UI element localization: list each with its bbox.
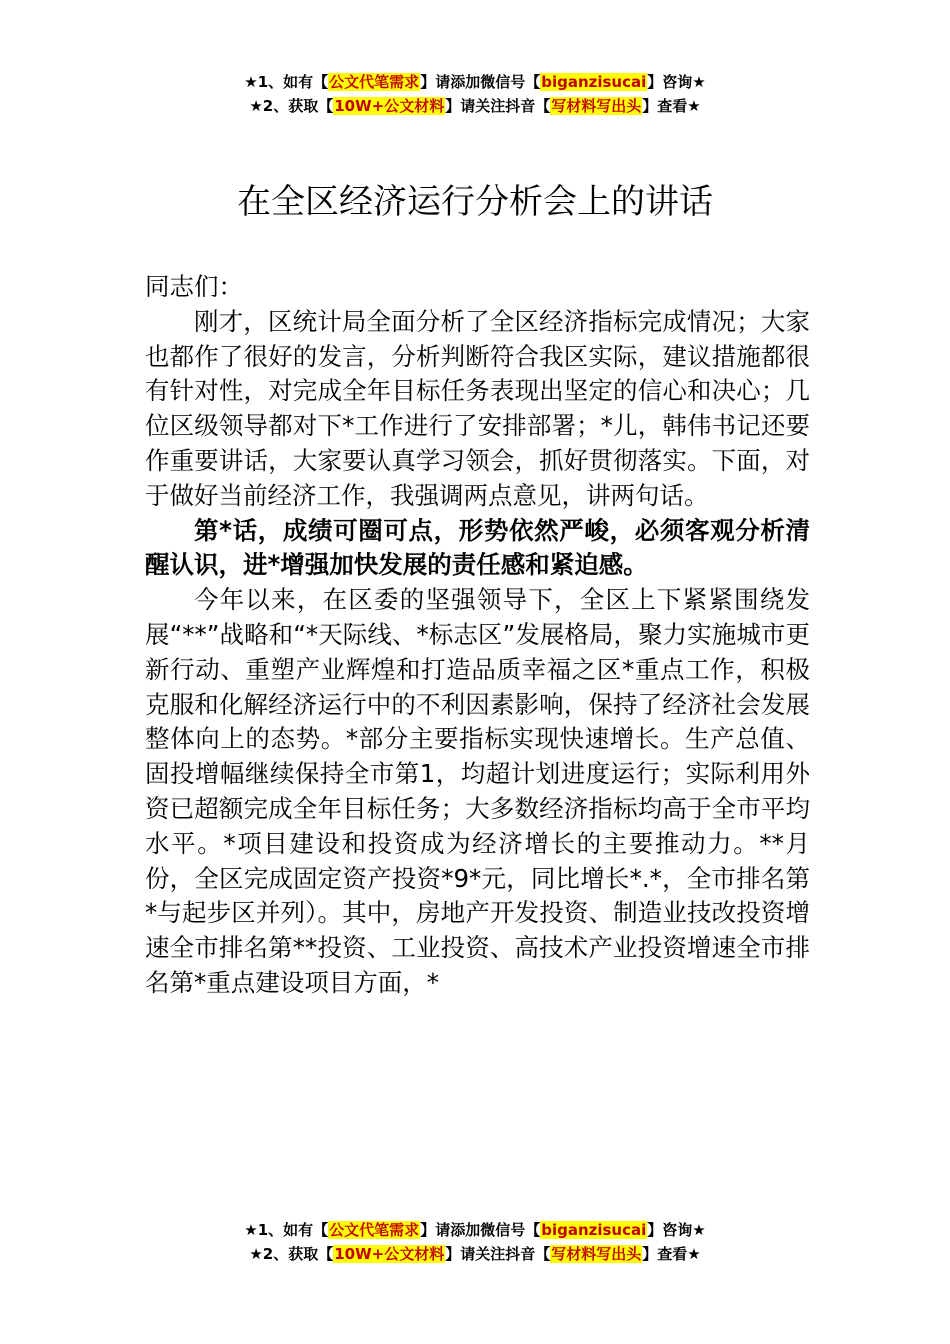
star-icon: ★ bbox=[249, 1245, 263, 1263]
salutation: 同志们： bbox=[145, 272, 243, 301]
highlight-douyin: 写材料写出头 bbox=[551, 97, 642, 115]
banner-line-2: ★2、获取【10W+公文材料】请关注抖音【写材料写出头】查看★ bbox=[249, 1245, 701, 1263]
paragraph-1: 刚才，区统计局全面分析了全区经济指标完成情况；大家也都作了很好的发言，分析判断符合我区实际，建议措施都很有针对性，对完成全年目标任务表现出坚定的信心和决心；几位区级领导都对下*工作进行了安排部署；*儿，韩伟书记还要作重要讲话，大家要认真学习领会，抓好贯彻落实。下面，对于做好当前经济工作，我强调两点意见，讲两句话。 bbox=[145, 306, 810, 510]
star-icon: ★ bbox=[244, 73, 258, 91]
banner-line-1: ★1、如有【公文代笔需求】请添加微信号【biganzisucai】咨询★ bbox=[244, 1221, 706, 1239]
banner-line-1: ★1、如有【公文代笔需求】请添加微信号【biganzisucai】咨询★ bbox=[244, 73, 706, 91]
highlight-materials: 10W+公文材料 bbox=[334, 1245, 445, 1263]
highlight-douyin: 写材料写出头 bbox=[551, 1245, 642, 1263]
highlight-service: 公文代笔需求 bbox=[329, 1221, 420, 1239]
document-title: 在全区经济运行分析会上的讲话 bbox=[237, 182, 713, 222]
highlight-wechat-id: biganzisucai bbox=[541, 1221, 647, 1239]
highlight-wechat-id: biganzisucai bbox=[541, 73, 647, 91]
highlight-service: 公文代笔需求 bbox=[329, 73, 420, 91]
star-icon: ★ bbox=[249, 97, 263, 115]
star-icon: ★ bbox=[244, 1221, 258, 1239]
section-heading-1: 第*话，成绩可圈可点，形势依然严峻，必须客观分析清醒认识，进*增强加快发展的责任感和紧迫感。 bbox=[145, 515, 810, 580]
paragraph-2: 今年以来，在区委的坚强领导下，全区上下紧紧围绕发展“**”战略和“*天际线、*标志区”发展格局，聚力实施城市更新行动、重塑产业辉煌和打造品质幸福之区*重点工作，积极克服和化解经济运行中的不利因素影响，保持了经济社会发展整体向上的态势。*部分主要指标实现快速增长。生产总值、固投增幅继续保持全市第1，均超计划进度运行；实际利用外资已超额完成全年目标任务；大多数经济指标均高于全市平均水平。*项目建设和投资成为经济增长的主要推动力。**月份，全区完成固定资产投资*9*元，同比增长*.*，全市排名第*与起步区并列）。其中，房地产开发投资、制造业技改投资增速全市排名第**投资、工业投资、高技术产业投资增速全市排名第*重点建设项目方面，* bbox=[145, 585, 810, 997]
header-banner bbox=[0, 70, 950, 118]
highlight-materials: 10W+公文材料 bbox=[334, 97, 445, 115]
banner-line-2: ★2、获取【10W+公文材料】请关注抖音【写材料写出头】查看★ bbox=[249, 97, 701, 115]
document-body bbox=[145, 270, 810, 1001]
footer-banner bbox=[0, 1218, 950, 1266]
